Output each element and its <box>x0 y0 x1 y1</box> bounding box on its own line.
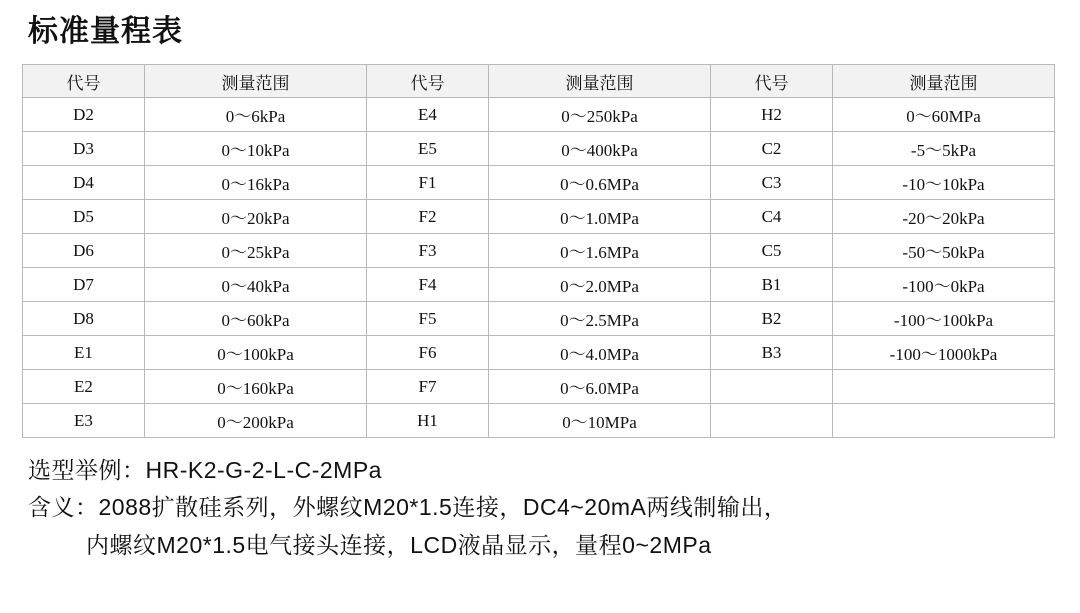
note-selection-example: 选型举例：HR-K2-G-2-L-C-2MPa <box>28 457 382 483</box>
column-header-range-3: 测量范围 <box>833 65 1055 98</box>
cell-range: -100～0kPa <box>833 268 1055 302</box>
column-header-code-2: 代号 <box>367 65 489 98</box>
column-header-range-2: 测量范围 <box>489 65 711 98</box>
cell-range: 0～250kPa <box>489 98 711 132</box>
table-row <box>23 336 1055 370</box>
column-header-range-1: 测量范围 <box>145 65 367 98</box>
table-body <box>23 98 1055 438</box>
cell-code <box>711 404 833 438</box>
cell-code: F6 <box>367 336 489 370</box>
cell-code: C5 <box>711 234 833 268</box>
cell-range <box>833 370 1055 404</box>
table-row <box>23 132 1055 166</box>
cell-range: -10～10kPa <box>833 166 1055 200</box>
column-header-code-1: 代号 <box>23 65 145 98</box>
cell-range: 0～10MPa <box>489 404 711 438</box>
cell-code: D3 <box>23 132 145 166</box>
page-title: 标准量程表 <box>28 15 183 48</box>
cell-code: F2 <box>367 200 489 234</box>
cell-code: B3 <box>711 336 833 370</box>
table-row <box>23 200 1055 234</box>
cell-code: E5 <box>367 132 489 166</box>
cell-code: D8 <box>23 302 145 336</box>
cell-range: 0～1.0MPa <box>489 200 711 234</box>
cell-range: 0～200kPa <box>145 404 367 438</box>
table-row <box>23 268 1055 302</box>
cell-range: 0～400kPa <box>489 132 711 166</box>
table-row <box>23 302 1055 336</box>
cell-range: -5～5kPa <box>833 132 1055 166</box>
note-meaning-line-1: 含义：2088扩散硅系列，外螺纹M20*1.5连接，DC4~20mA两线制输出， <box>28 494 788 521</box>
cell-code: F7 <box>367 370 489 404</box>
cell-code: D2 <box>23 98 145 132</box>
table-row <box>23 98 1055 132</box>
cell-code: E3 <box>23 404 145 438</box>
cell-range: 0～1.6MPa <box>489 234 711 268</box>
cell-range: 0～6kPa <box>145 98 367 132</box>
cell-range: 0～0.6MPa <box>489 166 711 200</box>
note-meaning-line-2: 内螺纹M20*1.5电气接头连接，LCD液晶显示，量程0~2MPa <box>86 531 712 558</box>
table-row <box>23 166 1055 200</box>
cell-range: 0～2.0MPa <box>489 268 711 302</box>
table-row <box>23 234 1055 268</box>
cell-range: 0～60MPa <box>833 98 1055 132</box>
column-header-code-3: 代号 <box>711 65 833 98</box>
cell-range: -100～1000kPa <box>833 336 1055 370</box>
cell-code: C4 <box>711 200 833 234</box>
cell-range: -100～100kPa <box>833 302 1055 336</box>
cell-code: B2 <box>711 302 833 336</box>
cell-range: 0～10kPa <box>145 132 367 166</box>
cell-range: 0～40kPa <box>145 268 367 302</box>
cell-range: -50～50kPa <box>833 234 1055 268</box>
cell-range: 0～4.0MPa <box>489 336 711 370</box>
table-header-row <box>23 65 1055 98</box>
cell-code <box>711 370 833 404</box>
cell-code: F5 <box>367 302 489 336</box>
cell-code: F4 <box>367 268 489 302</box>
cell-code: E1 <box>23 336 145 370</box>
cell-range: 0～6.0MPa <box>489 370 711 404</box>
cell-code: D4 <box>23 166 145 200</box>
cell-range: 0～25kPa <box>145 234 367 268</box>
cell-code: F3 <box>367 234 489 268</box>
cell-code: B1 <box>711 268 833 302</box>
cell-code: E4 <box>367 98 489 132</box>
cell-range: 0～16kPa <box>145 166 367 200</box>
cell-code: D7 <box>23 268 145 302</box>
cell-code: E2 <box>23 370 145 404</box>
cell-code: H2 <box>711 98 833 132</box>
standard-range-table <box>22 64 1055 438</box>
cell-code: F1 <box>367 166 489 200</box>
cell-range <box>833 404 1055 438</box>
cell-range: -20～20kPa <box>833 200 1055 234</box>
cell-code: H1 <box>367 404 489 438</box>
cell-range: 0～100kPa <box>145 336 367 370</box>
cell-range: 0～160kPa <box>145 370 367 404</box>
notes-section <box>28 452 1058 564</box>
table-row <box>23 370 1055 404</box>
table-header <box>23 65 1055 98</box>
cell-range: 0～20kPa <box>145 200 367 234</box>
table-row <box>23 404 1055 438</box>
cell-code: D6 <box>23 234 145 268</box>
cell-range: 0～2.5MPa <box>489 302 711 336</box>
cell-code: C3 <box>711 166 833 200</box>
cell-range: 0～60kPa <box>145 302 367 336</box>
cell-code: D5 <box>23 200 145 234</box>
cell-code: C2 <box>711 132 833 166</box>
